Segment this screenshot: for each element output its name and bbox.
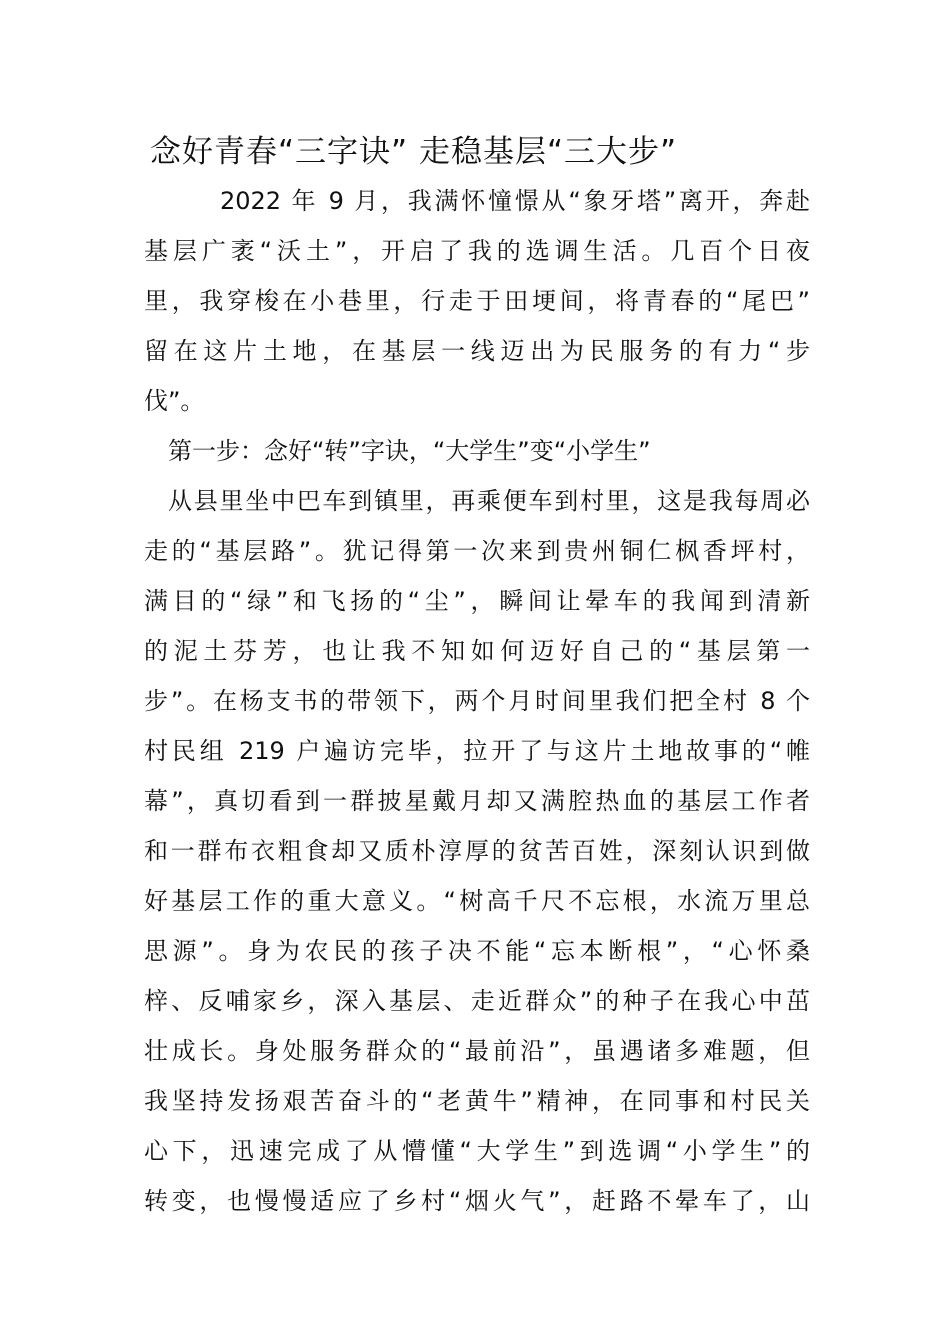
paragraph-2-line-15: 转变，也慢慢适应了乡村“烟火气”，赶路不晕车了，山 [144, 1187, 810, 1215]
paragraph-2-line-12: 壮成长。身处服务群众的“最前沿”，虽遇诸多难题，但 [144, 1037, 810, 1065]
paragraph-2-line-9: 好基层工作的重大意义。“树高千尺不忘根，水流万里总 [144, 887, 810, 915]
paragraph-1-line-1: 2022 年 9 月，我满怀憧憬从“象牙塔”离开，奔赴 [220, 187, 810, 215]
paragraph-2-line-7: 幕”，真切看到一群披星戴月却又满腔热血的基层工作者 [144, 787, 810, 815]
paragraph-2-line-4: 的泥土芬芳，也让我不知如何迈好自己的“基层第一 [144, 637, 810, 665]
paragraph-2-line-10: 思源”。身为农民的孩子决不能“忘本断根”，“心怀桑 [144, 937, 810, 965]
paragraph-1-line-4: 留在这片土地，在基层一线迈出为民服务的有力“步 [144, 337, 810, 365]
paragraph-1-line-2: 基层广袤“沃土”，开启了我的选调生活。几百个日夜 [144, 237, 810, 265]
paragraph-2-line-3: 满目的“绿”和飞扬的“尘”，瞬间让晕车的我闻到清新 [144, 587, 810, 615]
section-heading-step-one: 第一步：念好“转”字诀，“大学生”变“小学生” [168, 437, 651, 465]
paragraph-1-line-3: 里，我穿梭在小巷里，行走于田埂间，将青春的“尾巴” [144, 287, 810, 315]
paragraph-2-line-8: 和一群布衣粗食却又质朴淳厚的贫苦百姓，深刻认识到做 [144, 837, 810, 865]
paragraph-2-line-1: 从县里坐中巴车到镇里，再乘便车到村里，这是我每周必 [168, 487, 810, 515]
paragraph-1-line-5: 伐”。 [144, 387, 205, 415]
paragraph-2-line-13: 我坚持发扬艰苦奋斗的“老黄牛”精神，在同事和村民关 [144, 1087, 810, 1115]
document-title: 念好青春“三字诀” 走稳基层“三大步” [150, 134, 678, 170]
paragraph-2-line-2: 走的“基层路”。犹记得第一次来到贵州铜仁枫香坪村， [144, 537, 810, 565]
paragraph-2-line-6: 村民组 219 户遍访完毕，拉开了与这片土地故事的“帷 [144, 737, 810, 765]
paragraph-2-line-14: 心下，迅速完成了从懵懂“大学生”到选调“小学生”的 [144, 1137, 810, 1165]
paragraph-2-line-11: 梓、反哺家乡，深入基层、走近群众”的种子在我心中茁 [144, 987, 810, 1015]
paragraph-2-line-5: 步”。在杨支书的带领下，两个月时间里我们把全村 8 个 [144, 687, 810, 715]
